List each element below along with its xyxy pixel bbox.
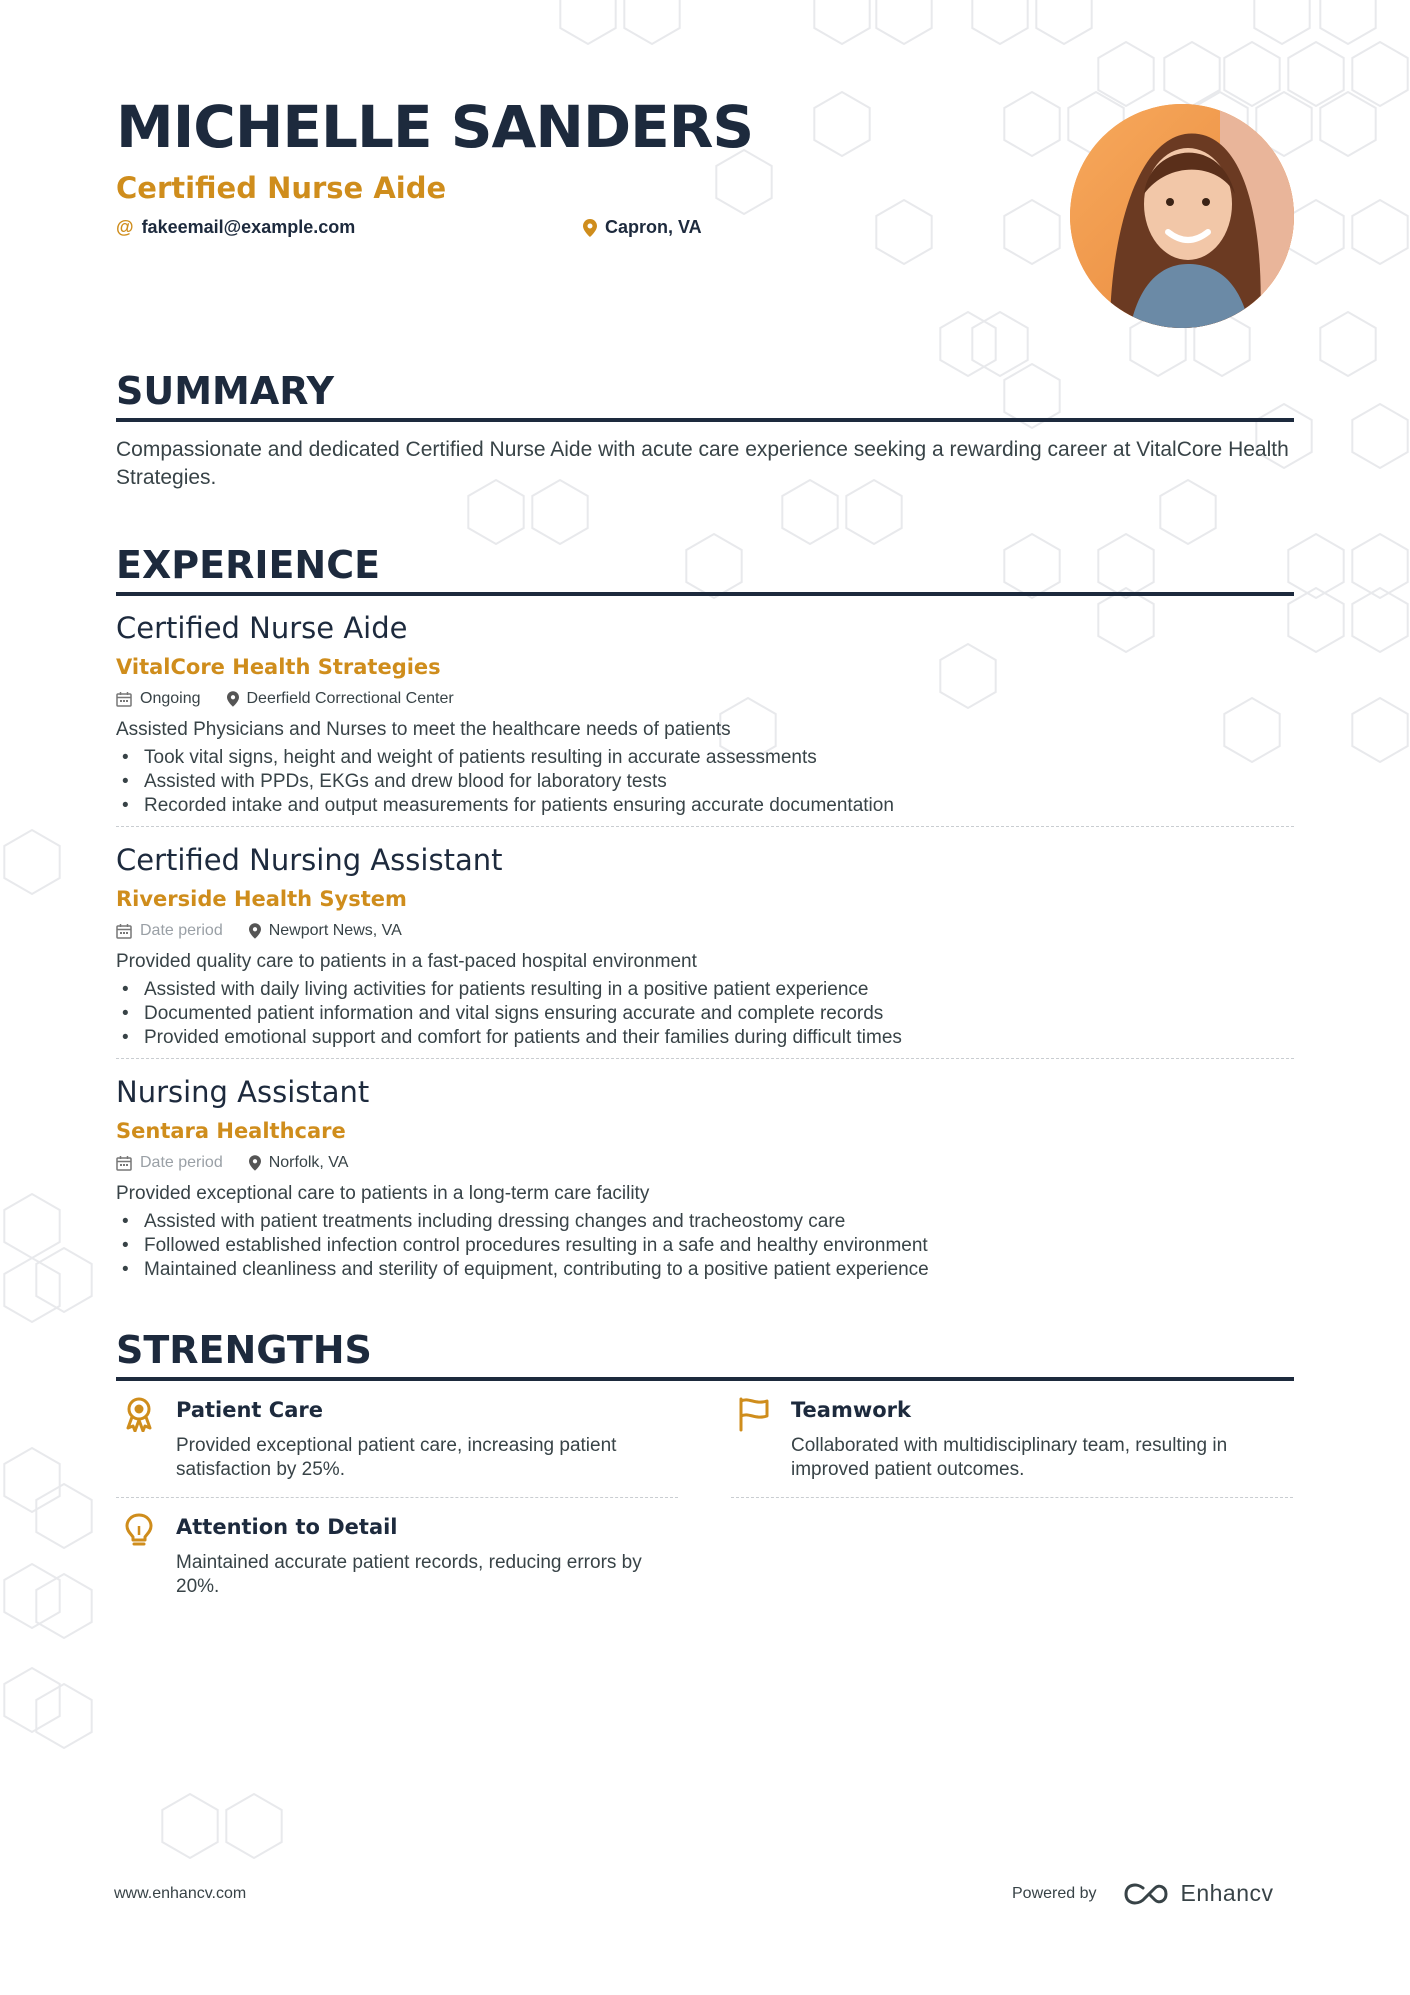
enhancv-logo-icon <box>1123 1882 1169 1906</box>
calendar-icon <box>116 691 132 707</box>
job-location: Newport News, VA <box>249 922 402 940</box>
powered-by-label: Powered by <box>1012 1884 1097 1902</box>
job-bullet: • Documented patient information and vital signs ensuring accurate and complete records <box>116 1002 1294 1026</box>
job-period: Date period <box>116 922 223 940</box>
map-pin-icon <box>583 219 597 237</box>
job-role: Nursing Assistant <box>116 1075 370 1109</box>
job-company: Riverside Health System <box>116 887 407 911</box>
job-bullets <box>116 746 1294 818</box>
job-company: VitalCore Health Strategies <box>116 655 441 679</box>
job-meta <box>116 922 1294 940</box>
brand-logo[interactable] <box>1123 1880 1274 1907</box>
strength-item <box>116 1396 678 1486</box>
job-bullet: • Took vital signs, height and weight of patients resulting in accurate assessments <box>116 746 1294 770</box>
contact-location <box>583 217 702 238</box>
job-description: Provided exceptional care to patients in a long-term care facility <box>116 1183 650 1204</box>
candidate-name: MICHELLE SANDERS <box>116 93 754 161</box>
contact-email[interactable] <box>116 217 355 238</box>
strength-item <box>116 1513 678 1603</box>
job-location: Deerfield Correctional Center <box>227 690 454 708</box>
job-period: Ongoing <box>116 690 201 708</box>
job-role: Certified Nursing Assistant <box>116 843 503 877</box>
map-pin-icon <box>227 691 239 707</box>
experience-entry <box>116 843 1294 1050</box>
strength-description: Collaborated with multidisciplinary team, resulting in improved patient outcomes. <box>791 1435 1228 1480</box>
strength-title: Patient Care <box>176 1398 323 1422</box>
candidate-title: Certified Nurse Aide <box>116 171 447 205</box>
job-bullets <box>116 978 1294 1050</box>
strength-description: Provided exceptional patient care, increasing patient satisfaction by 25%. <box>176 1435 617 1480</box>
profile-photo <box>1070 104 1294 328</box>
job-meta <box>116 690 1294 708</box>
footer-branding <box>1012 1880 1274 1907</box>
job-company: Sentara Healthcare <box>116 1119 346 1143</box>
summary-text: Compassionate and dedicated Certified Nurse Aide with acute care experience seeking a rewarding career at VitalCore Health Strategies. <box>116 438 1289 489</box>
job-location: Norfolk, VA <box>249 1154 349 1172</box>
job-meta <box>116 1154 1294 1172</box>
award-ribbon-icon <box>122 1396 156 1432</box>
job-bullet: • Recorded intake and output measurements for patients ensuring accurate documentation <box>116 794 1294 818</box>
job-bullet: • Provided emotional support and comfort for patients and their families during difficult times <box>116 1026 1294 1050</box>
at-icon: @ <box>116 217 134 237</box>
location-text: Capron, VA <box>605 217 702 237</box>
map-pin-icon <box>249 1155 261 1171</box>
strength-title: Attention to Detail <box>176 1515 398 1539</box>
job-bullet: • Followed established infection control procedures resulting in a safe and healthy environment <box>116 1234 1294 1258</box>
experience-entry <box>116 1075 1294 1282</box>
calendar-icon <box>116 1155 132 1171</box>
job-bullet: • Assisted with daily living activities for patients resulting in a positive patient experience <box>116 978 1294 1002</box>
lightbulb-icon <box>122 1513 156 1549</box>
strength-description: Maintained accurate patient records, reducing errors by 20%. <box>176 1552 642 1597</box>
entry-divider <box>116 826 1294 827</box>
summary-heading: SUMMARY <box>116 372 1294 422</box>
map-pin-icon <box>249 923 261 939</box>
entry-divider <box>116 1058 1294 1059</box>
flag-icon <box>737 1396 771 1432</box>
brand-name: Enhancv <box>1180 1880 1274 1906</box>
job-bullet: • Maintained cleanliness and sterility of equipment, contributing to a positive patient experience <box>116 1258 1294 1282</box>
job-description: Provided quality care to patients in a fast-paced hospital environment <box>116 951 697 972</box>
strength-item <box>731 1396 1293 1486</box>
experience-entry <box>116 611 1294 818</box>
experience-heading: EXPERIENCE <box>116 546 1294 596</box>
job-bullets <box>116 1210 1294 1282</box>
job-role: Certified Nurse Aide <box>116 611 408 645</box>
strengths-heading: STRENGTHS <box>116 1331 1294 1381</box>
job-bullet: • Assisted with PPDs, EKGs and drew blood for laboratory tests <box>116 770 1294 794</box>
calendar-icon <box>116 923 132 939</box>
strength-divider <box>116 1497 678 1498</box>
job-bullet: • Assisted with patient treatments including dressing changes and tracheostomy care <box>116 1210 1294 1234</box>
email-text: fakeemail@example.com <box>141 217 356 237</box>
strength-title: Teamwork <box>791 1398 911 1422</box>
job-period: Date period <box>116 1154 223 1172</box>
footer-website-link[interactable]: www.enhancv.com <box>114 1885 247 1902</box>
job-description: Assisted Physicians and Nurses to meet the healthcare needs of patients <box>116 719 731 740</box>
strength-divider <box>731 1497 1293 1498</box>
